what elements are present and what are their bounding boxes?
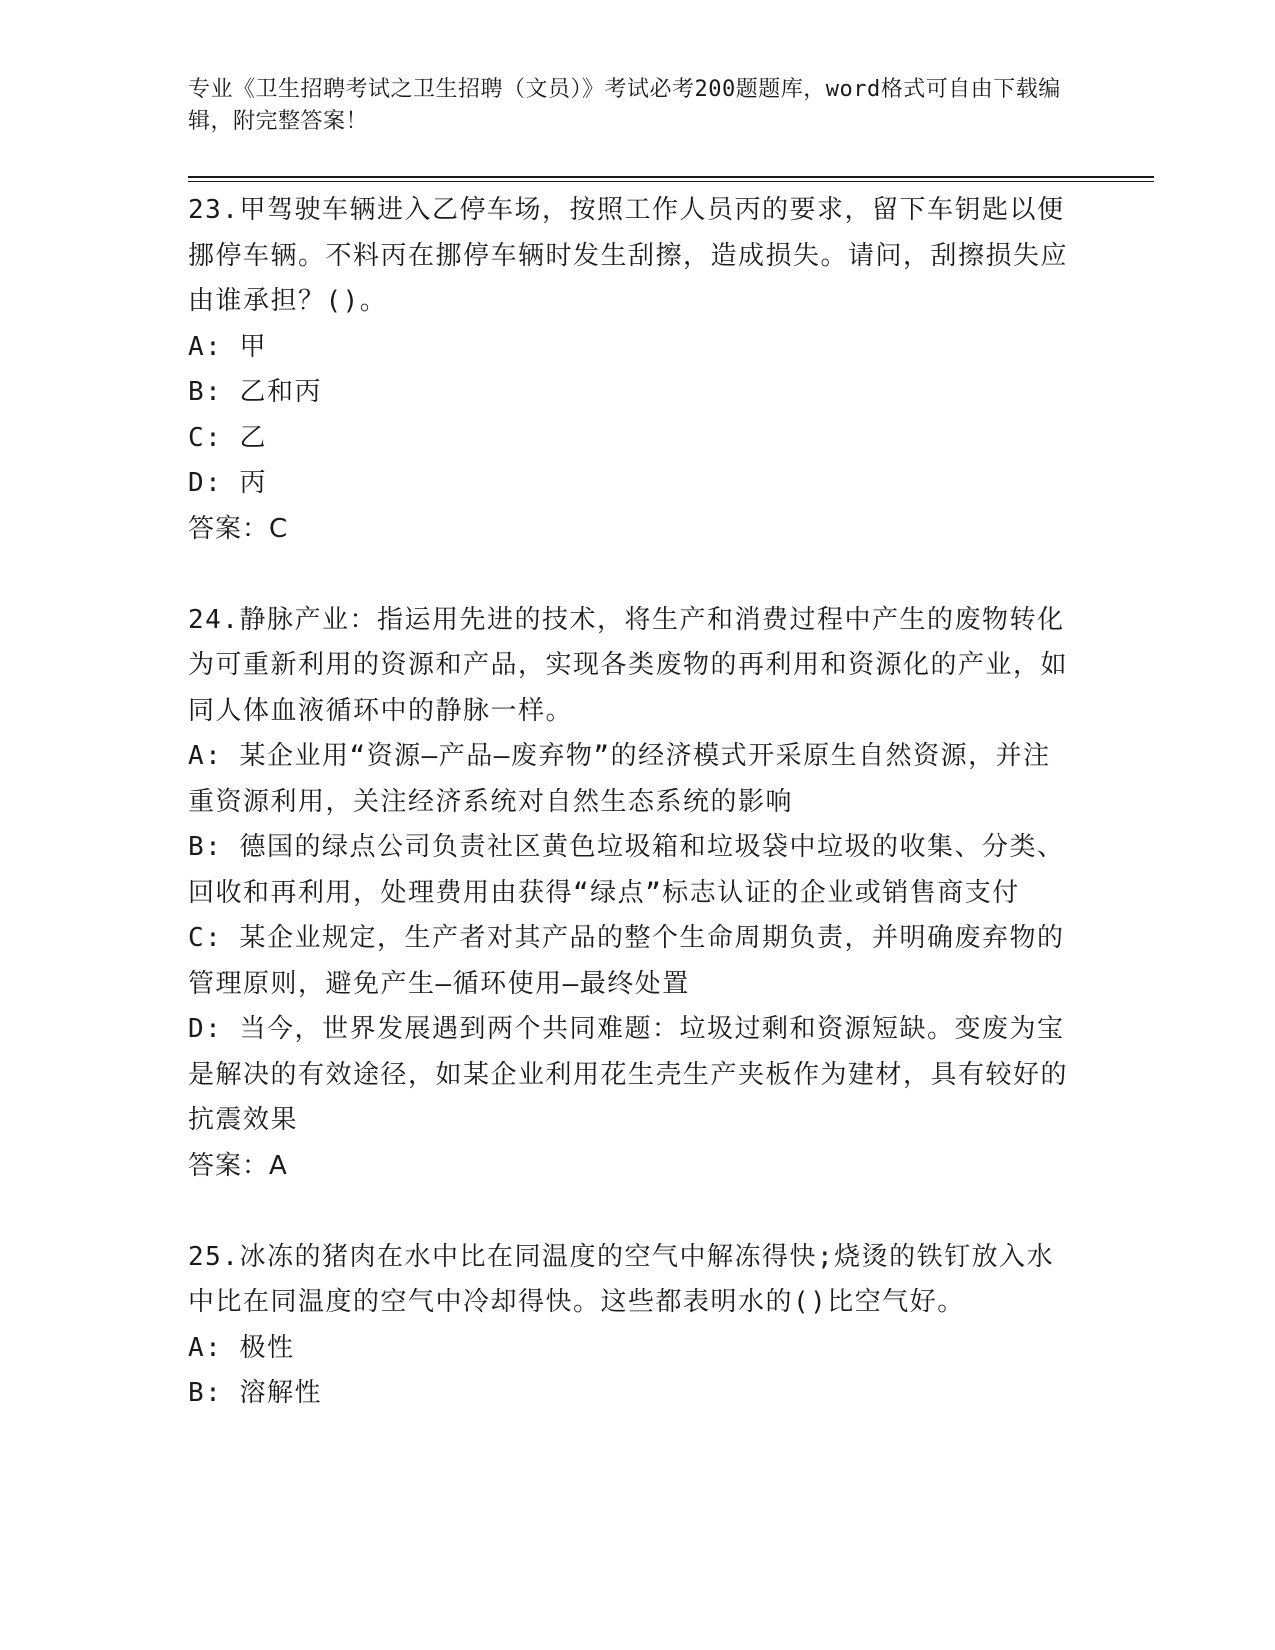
option-text: 德国的绿点公司负责社区黄色垃圾箱和垃圾袋中垃圾的收集、分类、回收和再利用，处理费用由获得“绿点”标志认证的企业或销售商支付 [188, 832, 1065, 908]
option-b [188, 1371, 1078, 1417]
option-d [188, 1007, 1078, 1144]
option-text: 乙 [239, 422, 267, 453]
question-text: 24.静脉产业：指运用先进的技术，将生产和消费过程中产生的废物转化为可重新利用的资源和产品，实现各类废物的再利用和资源化的产业，如同人体血液循环中的静脉一样。 [188, 604, 1069, 726]
option-text: 极性 [239, 1332, 295, 1363]
option-text: 溶解性 [239, 1378, 322, 1408]
question-text: 25.冰冻的猪肉在水中比在同温度的空气中解冻得快;烧烫的铁钉放入水中比在同温度的空气中冷却得快。这些都表明水的()比空气好。 [188, 1241, 1055, 1317]
option-text: 丙 [239, 468, 267, 498]
option-a [188, 734, 1078, 825]
header-divider-thin [188, 181, 1154, 182]
option-text: 某企业规定，生产者对其产品的整个生命周期负责，并明确废弃物的管理原则，避免产生—循环使用—最终处置 [188, 923, 1065, 999]
option-c [188, 416, 1078, 462]
option-letter: A: [188, 1332, 223, 1363]
question-text: 23.甲驾驶车辆进入乙停车场，按照工作人员丙的要求，留下车钥匙以便挪停车辆。不料丙在挪停车辆时发生刮擦，造成损失。请问，刮擦损失应由谁承担？()。 [188, 195, 1069, 316]
option-letter: C: [188, 923, 223, 953]
option-c [188, 916, 1078, 1007]
option-text: 某企业用“资源—产品—废弃物”的经济模式开采原生自然资源，并注重资源利用，关注经济系统对自然生态系统的影响 [188, 741, 1051, 817]
option-text: 乙和丙 [239, 377, 322, 407]
question-24 [188, 598, 1078, 1190]
option-letter: D: [188, 1014, 223, 1044]
option-b [188, 370, 1078, 416]
option-letter: A: [188, 331, 223, 362]
option-d [188, 461, 1078, 507]
question-23 [188, 188, 1078, 552]
header-divider [188, 176, 1154, 178]
question-spacer [188, 552, 1078, 598]
option-a [188, 325, 1078, 371]
option-text: 甲 [239, 331, 267, 362]
answer-line: 答案：C [188, 513, 289, 544]
option-text: 当今，世界发展遇到两个共同难题：垃圾过剩和资源短缺。变废为宝是解决的有效途径，如某企业利用花生壳生产夹板作为建材，具有较好的抗震效果 [188, 1014, 1069, 1135]
question-list [188, 188, 1078, 1417]
option-b [188, 825, 1078, 916]
question-spacer [188, 1189, 1078, 1235]
question-25 [188, 1235, 1078, 1417]
document-header: 专业《卫生招聘考试之卫生招聘（文员）》考试必考200题题库，word格式可自由下载编辑，附完整答案！ [188, 77, 1061, 134]
option-letter: B: [188, 377, 223, 407]
option-letter: A: [188, 741, 223, 771]
option-letter: C: [188, 422, 223, 453]
answer-line: 答案：A [188, 1150, 288, 1181]
option-letter: D: [188, 468, 223, 498]
option-letter: B: [188, 832, 223, 862]
option-a [188, 1326, 1078, 1372]
option-letter: B: [188, 1378, 223, 1408]
